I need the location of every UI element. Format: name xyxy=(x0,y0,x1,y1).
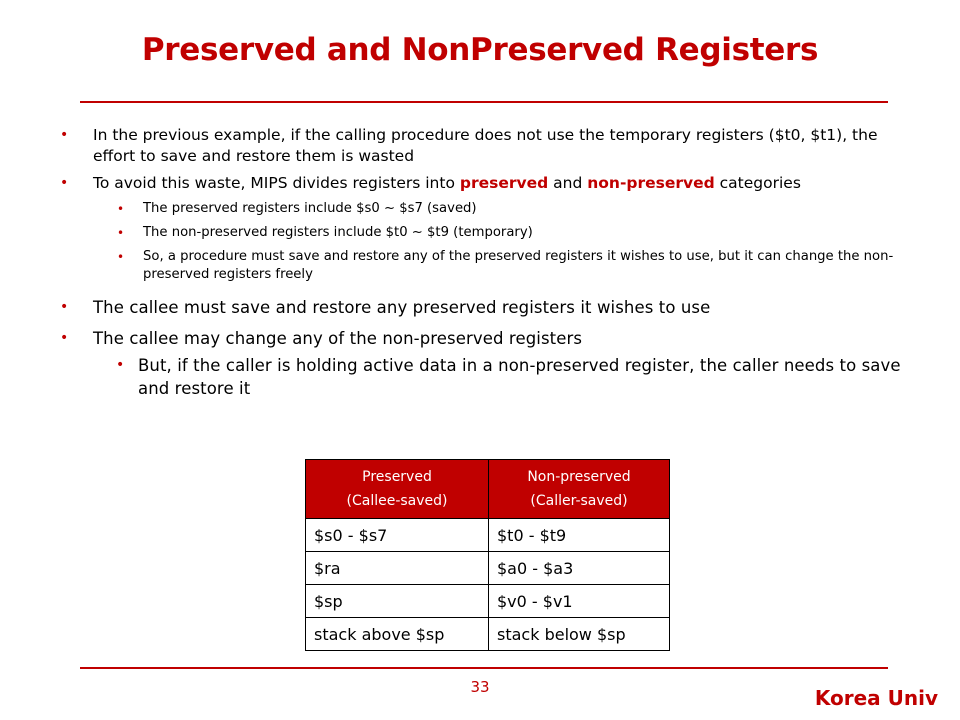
slide-body xyxy=(58,125,918,400)
sub-bullet-2-3-text: So, a procedure must save and restore any of the preserved registers it wishes to use, but it can change the non-preserved registers freely xyxy=(143,249,894,282)
bullet-dot-icon: • xyxy=(60,299,69,315)
bullet-2-preserved: preserved xyxy=(459,174,549,192)
sub-bullet-4-1-text: But, if the caller is holding active data in a non-preserved register, the caller needs to save and restore it xyxy=(138,356,901,398)
table-cell: stack below $sp xyxy=(489,618,670,651)
bullet-1-text: In the previous example, if the calling procedure does not use the temporary registers ($t0, $t1), the effort to save and restore them is wasted xyxy=(93,126,878,165)
header-nonpreserved xyxy=(489,460,670,519)
table-cell: $s0 - $s7 xyxy=(306,519,489,552)
table-cell: stack above $sp xyxy=(306,618,489,651)
bullet-2-text-pre: To avoid this waste, MIPS divides registers into xyxy=(93,174,460,192)
bullet-dot-icon: • xyxy=(117,250,125,264)
footer-institution: Korea Univ xyxy=(814,686,938,710)
table-cell: $t0 - $t9 xyxy=(489,519,670,552)
header-preserved-line1: Preserved xyxy=(362,469,432,485)
table-cell: $v0 - $v1 xyxy=(489,585,670,618)
table-row xyxy=(306,618,670,651)
bullet-3-text: The callee must save and restore any preserved registers it wishes to use xyxy=(93,298,711,317)
bullet-1 xyxy=(58,125,918,167)
bullet-dot-icon: • xyxy=(117,202,125,216)
bullet-2 xyxy=(58,173,918,194)
bullet-2-text-post: categories xyxy=(714,174,801,192)
bullet-dot-icon: • xyxy=(60,330,69,346)
table-cell: $a0 - $a3 xyxy=(489,552,670,585)
sub-bullet-2-1-text: The preserved registers include $s0 ~ $s7 (saved) xyxy=(143,201,477,216)
bullet-4-text: The callee may change any of the non-preserved registers xyxy=(93,329,583,348)
bullet-2-text-mid: and xyxy=(548,174,588,192)
header-nonpreserved-line1: Non-preserved xyxy=(527,469,631,485)
sub-bullet-2-3 xyxy=(58,248,918,284)
table-row xyxy=(306,519,670,552)
slide-title: Preserved and NonPreserved Registers xyxy=(141,32,819,68)
table-cell: $sp xyxy=(306,585,489,618)
bullet-dot-icon: • xyxy=(60,127,69,143)
table-cell: $ra xyxy=(306,552,489,585)
bullet-dot-icon: • xyxy=(117,226,125,240)
footer-divider xyxy=(80,667,888,669)
sub-bullet-4-1 xyxy=(58,354,918,400)
sub-bullet-2-1 xyxy=(58,200,918,218)
bullet-dot-icon: • xyxy=(60,175,69,191)
table-row xyxy=(306,585,670,618)
bullet-4 xyxy=(58,327,918,350)
register-table xyxy=(305,459,670,651)
bullet-3 xyxy=(58,296,918,319)
header-preserved-line2: (Callee-saved) xyxy=(346,493,448,509)
page-number: 33 xyxy=(470,678,490,696)
bullet-2-nonpreserved: non-preserved xyxy=(587,174,715,192)
title-divider xyxy=(80,101,888,103)
header-nonpreserved-line2: (Caller-saved) xyxy=(530,493,628,509)
table-header-row xyxy=(306,460,670,519)
bullet-dot-icon: • xyxy=(116,357,125,373)
sub-bullet-2-2 xyxy=(58,224,918,242)
header-preserved xyxy=(306,460,489,519)
table-row xyxy=(306,552,670,585)
sub-bullet-2-2-text: The non-preserved registers include $t0 ~ $t9 (temporary) xyxy=(143,225,533,240)
